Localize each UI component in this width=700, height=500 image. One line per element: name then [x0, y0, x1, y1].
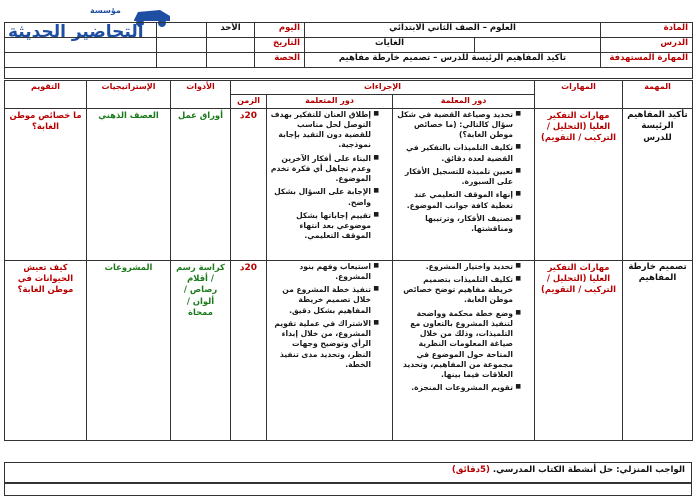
blank-row: [5, 68, 693, 79]
subject-label: المادة: [601, 23, 693, 38]
homework-label: الواجب المنزلي:: [616, 465, 685, 475]
col-strategies: الإستراتيجيات: [87, 81, 171, 109]
blank-cell: [207, 53, 255, 68]
evaluation-cell: كيف تعيش الحيوانات في موطن الغابة؟: [5, 260, 87, 440]
teacher-role-cell: [393, 260, 535, 440]
lesson-label: الدرس: [601, 38, 693, 53]
col-tools: الأدوات: [171, 81, 231, 109]
col-time: الزمن: [231, 94, 267, 108]
homework-cell: [5, 463, 692, 484]
list-item: ■ تحديد واختيار المشروع.: [396, 262, 521, 272]
learner-role-cell: [267, 108, 393, 260]
list-item: ■ تصنيف الأفكار، وترتيبها ومناقشتها.: [396, 214, 521, 235]
skill-label: المهارة المستهدفة: [601, 53, 693, 68]
list-item: ■ إطلاق العنان للتفكير بهدف التوصل لحل مناسب للقضية دون التقيد بإجابة نموذجية.: [270, 110, 379, 151]
evaluation-cell: ما خصائص موطن الغابة؟: [5, 108, 87, 260]
day-label: اليوم: [255, 23, 305, 38]
list-item: ■ استيعاب وفهم بنود المشروع.: [270, 262, 379, 283]
tools-cell: أوراق عمل: [171, 108, 231, 260]
learner-role-cell: [267, 260, 393, 440]
blank-cell: [5, 38, 157, 53]
list-item: ■ تحديد وصياغة القضية في شكل سؤال كالتالي: (ما خصائص موطن الغابة؟): [396, 110, 521, 141]
footer-blank-row: [4, 482, 692, 496]
list-item: ■ الاشتراك في عملية تقويم المشروع، من خلال إبداء الرأي وتوضيح وجهات النظر، وتحديد مدى تنفيذ الخطة.: [270, 319, 379, 370]
list-item: ■ الإجابة على السؤال بشكل واضح.: [270, 187, 379, 208]
blank-cell: [157, 23, 207, 38]
plan-table: [4, 80, 693, 441]
blank-cell: [5, 483, 692, 496]
col-task: المهمة: [623, 81, 693, 109]
header-table: [4, 22, 693, 79]
list-item: ■ تقييم إجاباتها بشكل موضوعي بعد انتهاء الموقف التعليمي.: [270, 211, 379, 242]
skills-cell: مهارات التفكير العليا (التحليل / التركيب / التقويم): [535, 108, 623, 260]
date-label: التاريخ: [255, 38, 305, 53]
period-label: الحصة: [255, 53, 305, 68]
logo-subtitle: مؤسسة: [90, 6, 121, 15]
list-item: ■ تقويم المشروعات المنجزة.: [396, 383, 521, 393]
list-item: ■ تعيين تلميذة للتسجيل الأفكار على السبورة.: [396, 167, 521, 188]
skill-value: تأكيد المفاهيم الرئيسة للدرس – تصميم خارطة مفاهيم: [305, 53, 601, 68]
task-cell: تصميم خارطة المفاهيم: [623, 260, 693, 440]
table-row: [5, 260, 693, 440]
blank-cell: [157, 38, 207, 53]
list-item: ■ وضع خطة محكمة وواضحة لتنفيذ المشروع بالتعاون مع التلميذات، وذلك من خلال صياغة المعلومات النظرية المتاحة حول الموضوع في مجموعة من المفاهيم، وتحديد العلاقات فيما بينها.: [396, 309, 521, 381]
task-cell: تأكيد المفاهيم الرئيسة للدرس: [623, 108, 693, 260]
col-teacher-role: دور المعلمة: [393, 94, 535, 108]
col-learner-role: دور المتعلمة: [267, 94, 393, 108]
list-item: ■ البناء على أفكار الآخرين وعدم تجاهل أي فكرة تخدم الموضوع.: [270, 154, 379, 185]
col-skills: المهارات: [535, 81, 623, 109]
skills-cell: مهارات التفكير العليا (التحليل / التركيب / التقويم): [535, 260, 623, 440]
teacher-role-cell: [393, 108, 535, 260]
subject-value: العلوم – الصف الثاني الابتدائي: [305, 23, 601, 38]
strategy-cell: المشروعات: [87, 260, 171, 440]
blank-cell: [5, 23, 157, 38]
blank-cell: [207, 38, 255, 53]
list-item: ■ إنهاء الموقف التعليمي عند تغطية كافة جوانب الموضوع.: [396, 190, 521, 211]
homework-duration: (5دقائق): [451, 465, 490, 475]
list-item: ■ تنفيذ خطة المشروع من خلال تصميم خريطة المفاهيم بشكل دقيق.: [270, 285, 379, 316]
time-cell: 20د: [231, 108, 267, 260]
time-cell: 20د: [231, 260, 267, 440]
blank-cell: [157, 53, 207, 68]
col-procedures: الإجراءات: [231, 81, 535, 95]
strategy-cell: العصف الذهني: [87, 108, 171, 260]
list-item: ■ تكليف التلميذات بتصميم خريطة مفاهيم توضح خصائص موطن الغابة.: [396, 275, 521, 306]
lesson-plan-page: [4, 4, 696, 496]
homework-table: [4, 462, 692, 484]
homework-text: حل أنشطة الكتاب المدرسي.: [492, 465, 614, 475]
col-evaluation: التقويم: [5, 81, 87, 109]
logo-brand: التحاضير الحديثة: [8, 22, 144, 42]
blank-cell: [5, 53, 157, 68]
day-value: الأحد: [207, 23, 255, 38]
list-item: ■ تكليف التلميذات بالتفكير في القضية لعدة دقائق.: [396, 143, 521, 164]
tools-cell: كراسة رسم / أقلام رصاص / ألوان / ممحاة: [171, 260, 231, 440]
goals-label: الغايات: [305, 38, 475, 53]
lesson-value: [475, 38, 601, 53]
table-row: [5, 108, 693, 260]
